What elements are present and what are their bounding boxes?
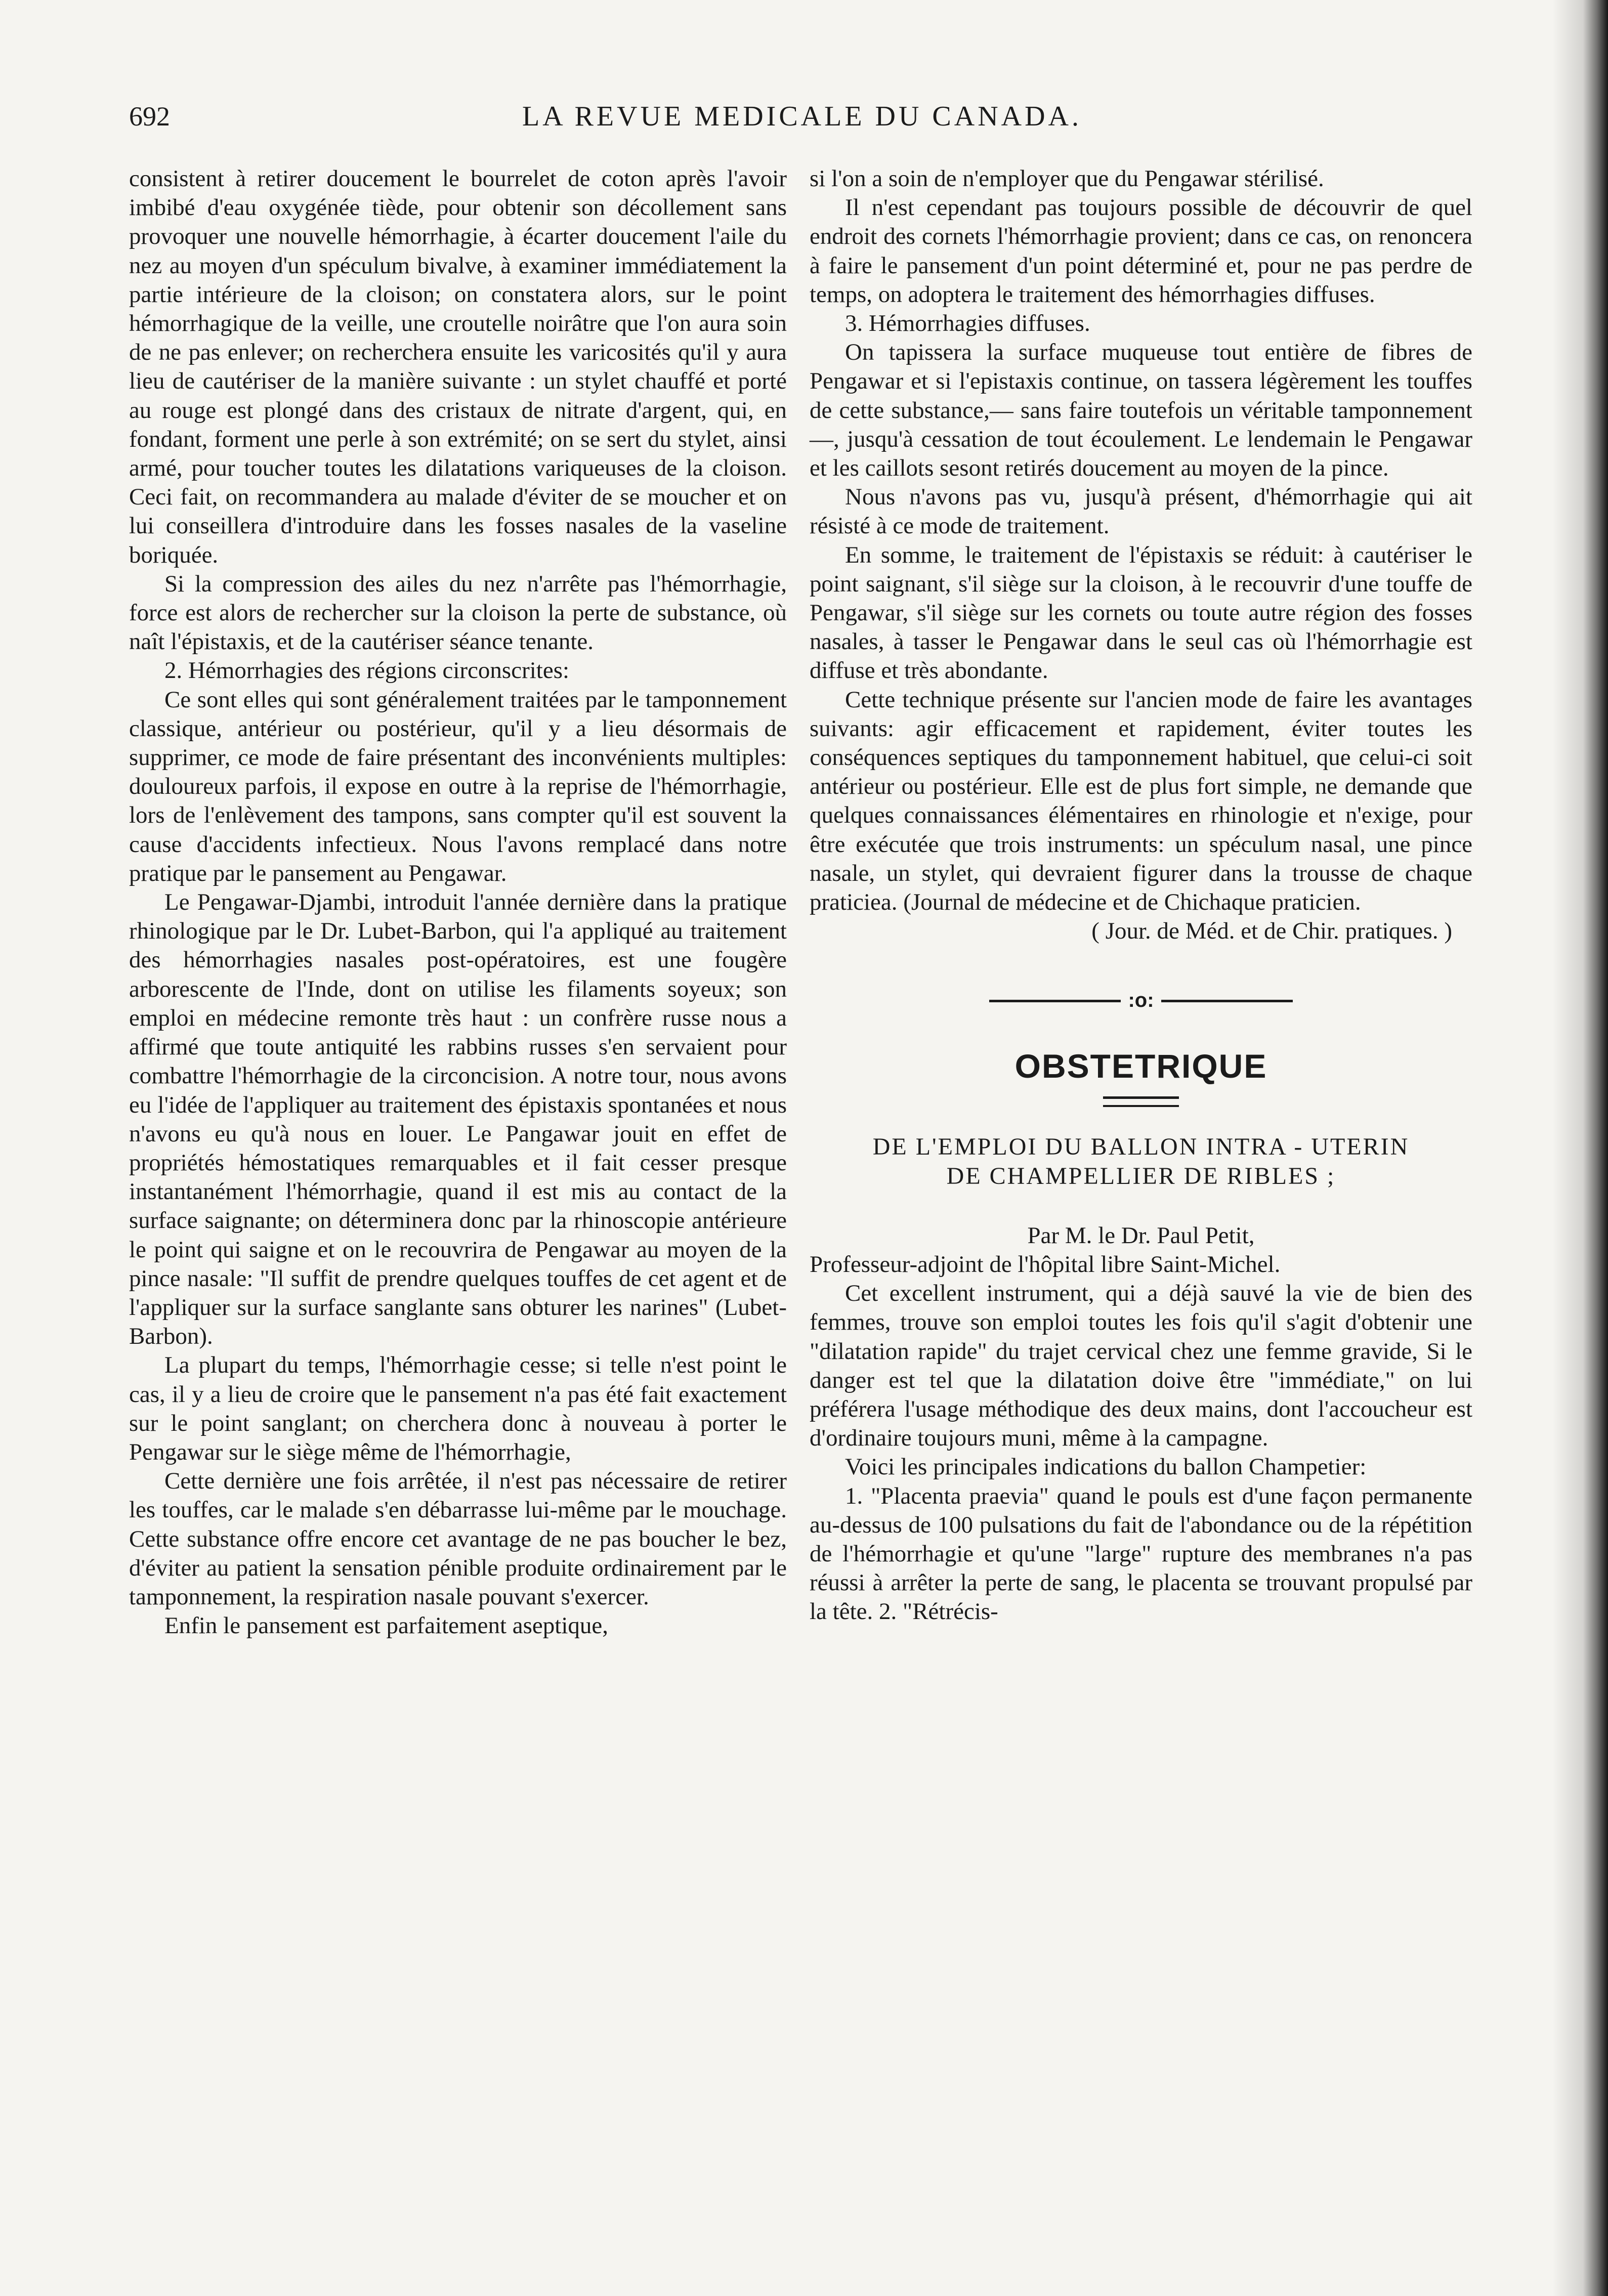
title-rule xyxy=(1103,1096,1179,1107)
paragraph: La plupart du temps, l'hémorrhagie cesse; si telle n'est point le cas, il y a lieu de croire que le pansement n'a pas été fait exactement sur le point sanglant; on cherchera donc à nouveau à porter le Pengawar sur le siège même de l'hémorrhagie, xyxy=(129,1352,787,1465)
subheading: 3. Hémorrhagies diffuses. xyxy=(845,310,1090,337)
section-title: OBSTETRIQUE xyxy=(1014,1047,1267,1085)
page-number: 692 xyxy=(129,101,170,132)
paragraph: Cette technique présente sur l'ancien mode de faire les avantages suivants: agir efficacement et rapidement, éviter toutes les conséquences septiques du tamponnement habituel, que celui-ci soit antérieur ou postérieur. Elle est de plus fort simple, ne demande que quelques connaissances élémentaires en rhinologie et n'exige, pour être exécutée que trois instruments: un spéculum nasal, une pince nasale, un stylet, qui devraient figurer dans la trousse de chaque praticiea. (Journal de médecine et de Chichaque praticien. xyxy=(810,686,1472,916)
article-title-line: DE L'EMPLOI DU BALLON INTRA - UTERIN xyxy=(872,1133,1410,1160)
byline: Par M. le Dr. Paul Petit, xyxy=(1027,1222,1255,1249)
paragraph: Voici les principales indications du ballon Champetier: xyxy=(845,1454,1367,1480)
separator-line xyxy=(989,1000,1121,1002)
left-column xyxy=(129,164,787,1640)
paragraph: Si la compression des ailes du nez n'arrête pas l'hémorrhagie, force est alors de rechercher sur la cloison la perte de substance, où naît l'épistaxis, et de la cautériser séance tenante. xyxy=(129,570,787,655)
paragraph: Il n'est cependant pas toujours possible de découvrir de quel endroit des cornets l'hémorrhagie provient; dans ce cas, on renoncera à faire le pansement d'un point déterminé et, pour ne pas perdre de temps, on adoptera le traitement des hémorrhagies diffuses. xyxy=(810,194,1472,308)
article-title-line: DE CHAMPELLIER DE RIBLES ; xyxy=(946,1162,1336,1189)
right-column xyxy=(810,164,1472,1627)
author-affiliation: Professeur-adjoint de l'hôpital libre Saint-Michel. xyxy=(810,1251,1281,1278)
paragraph: Cet excellent instrument, qui a déjà sauvé la vie de bien des femmes, trouve son emploi toutes les fois qu'il s'agit d'obtenir une "dilatation rapide" du trajet cervical chez une femme gravide, Si le danger est tel que la dilatation doive être "immédiate," on lui préférera l'usage méthodique des deux mains, dont l'accoucheur est d'ordinaire toujours muni, même à la campagne. xyxy=(810,1280,1472,1452)
paragraph: Cette dernière une fois arrêtée, il n'est pas nécessaire de retirer les touffes, car le malade s'en débarrasse lui-même par le mouchage. Cette substance offre encore cet avantage de ne pas boucher le bez, d'éviter au patient la sensation pénible produite ordinairement par le tamponnement, la respiration nasale pouvant s'exercer. xyxy=(129,1468,787,1610)
paragraph: En somme, le traitement de l'épistaxis se réduit: à cautériser le point saignant, s'il siège sur la cloison, à le recouvrir d'une touffe de Pengawar, s'il siège sur les cornets ou toute autre région des fosses nasales, à tasser le Pengawar dans le seul cas où l'hémorrhagie est diffuse et très abondante. xyxy=(810,541,1472,684)
subheading: 2. Hémorrhagies des régions circonscrites: xyxy=(164,657,570,684)
paragraph: 1. "Placenta praevia" quand le pouls est d'une façon permanente au-dessus de 100 pulsations du fait de l'abondance ou de la répétition de l'hémorrhagie et qu'une "large" rupture des membranes n'a pas réussi à arrêter la perte de sang, le placenta se trouvant propulsé par la tête. 2. "Rétrécis- xyxy=(810,1482,1472,1625)
source-citation: ( Jour. de Méd. et de Chir. pratiques. ) xyxy=(1091,918,1452,945)
section-separator xyxy=(989,986,1293,1015)
separator-line xyxy=(1161,1000,1293,1002)
paragraph: consistent à retirer doucement le bourrelet de coton après l'avoir imbibé d'eau oxygénée tiède, pour obtenir son décollement sans provoquer une nouvelle hémorrhagie, à écarter doucement l'aile du nez au moyen d'un spéculum bivalve, à examiner immédiatement la partie intérieure de la cloison; on constatera alors, sur le point hémorrhagique de la veille, une croutelle noirâtre que l'on aura soin de ne pas enlever; on recherchera ensuite les varicosités qu'il y aura lieu de cautériser de la manière suivante : un stylet chauffé et porté au rouge est plongé dans des cristaux de nitrate d'argent, qui, en fondant, forment une perle à son extrémité; on se sert du stylet, ainsi armé, pour toucher toutes les dilatations variqueuses de la cloison. Ceci fait, on recommandera au malade d'éviter de se moucher et on lui conseillera d'introduire dans les fosses nasales de la vaseline boriquée. xyxy=(129,165,787,568)
paragraph: Enfin le pansement est parfaitement aseptique, xyxy=(164,1612,609,1639)
paragraph: Le Pengawar-Djambi, introduit l'année dernière dans la pratique rhinologique par le Dr. Lubet-Barbon, qui l'a appliqué au traitement des hémorrhagies nasales post-opératoires, est une fougère arborescente de l'Inde, dont on utilise les filaments soyeux; son emploi en médecine remonte très haut : un confrère russe nous a affirmé que toute antiquité les rabbins russes s'en servaient pour combattre l'hémorrhagie de la circoncision. A notre tour, nous avons eu l'idée de l'appliquer au traitement des épistaxis spontanées et nous n'avons eu qu'à nous en louer. Le Pangawar jouit en effet de propriétés hémostatiques remarquables et il fait cesser presque instantanément l'hémorrhagie, quand il est mis au contact de la surface saignante; on déterminera donc par la rhinoscopie antérieure le point qui saigne et on le recouvrira de Pengawar au moyen de la pince nasale: "Il suffit de prendre quelques touffes de cet agent et de l'appliquer sur la surface sanglante sans obturer les narines" (Lubet-Barbon). xyxy=(129,889,787,1350)
page-header xyxy=(129,96,1475,142)
separator-mark: :o: xyxy=(1128,989,1154,1012)
scanned-page-edge xyxy=(1552,0,1608,2296)
paragraph: Nous n'avons pas vu, jusqu'à présent, d'hémorrhagie qui ait résisté à ce mode de traitement. xyxy=(810,484,1472,539)
paragraph: Ce sont elles qui sont généralement traitées par le tamponnement classique, antérieur ou postérieur, qu'il y a lieu désormais de supprimer, ce mode de faire présentant des inconvénients multiples: douloureux parfois, il expose en outre à la reprise de l'hémorrhagie, lors de l'enlèvement des tampons, sans compter qu'il est souvent la cause d'accidents infectieux. Nous l'avons remplacé dans notre pratique par le pansement au Pengawar. xyxy=(129,686,787,886)
paragraph: si l'on a soin de n'employer que du Pengawar stérilisé. xyxy=(810,165,1324,192)
article-title xyxy=(810,1132,1472,1191)
paragraph: On tapissera la surface muqueuse tout entière de fibres de Pengawar et si l'epistaxis continue, on tassera légèrement les touffes de cette substance,— sans faire toutefois un véritable tamponnement —, jusqu'à cessation de tout écoulement. Le lendemain le Pengawar et les caillots sesont retirés doucement au moyen de la pince. xyxy=(810,339,1472,482)
running-title: LA REVUE MEDICALE DU CANADA. xyxy=(522,101,1082,132)
